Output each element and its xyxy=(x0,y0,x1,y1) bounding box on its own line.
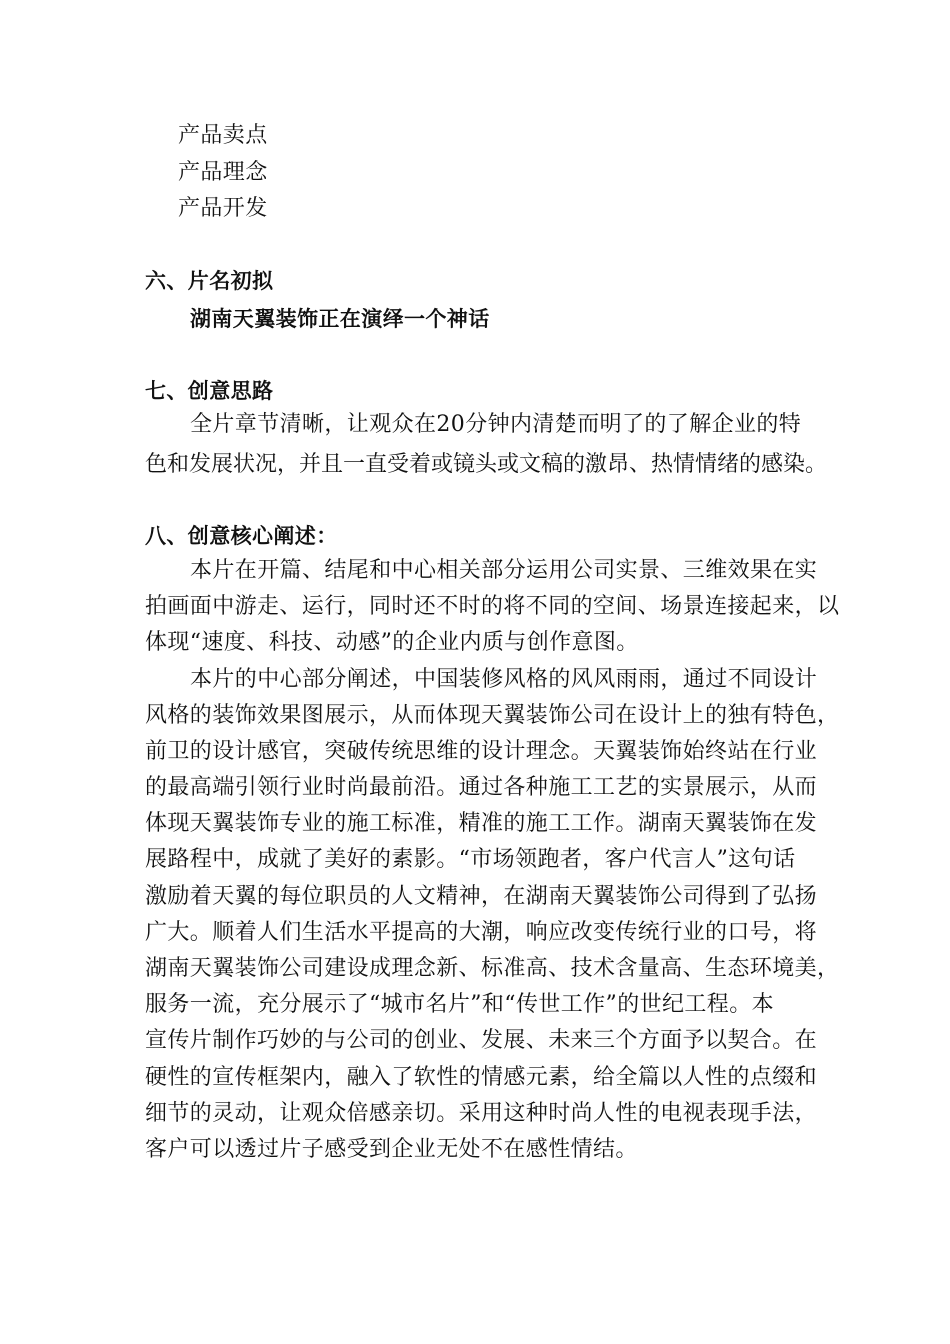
section-heading-8: 八、创意核心阐述： xyxy=(145,524,338,548)
paragraph-line: 客户可以透过片子感受到企业无处不在感性情结。 xyxy=(145,1137,638,1162)
paragraph-line: 硬性的宣传框架内，融入了软性的情感元素，给全篇以人性的点缀和 xyxy=(145,1065,818,1090)
paragraph-line: 体现“速度、科技、动感”的企业内质与创作意图。 xyxy=(145,630,639,655)
paragraph-line: 激励着天翼的每位职员的人文精神，在湖南天翼装饰公司得到了弘扬 xyxy=(145,884,818,909)
list-item: 产品开发 xyxy=(178,196,268,221)
paragraph-line: 全片章节清晰，让观众在20分钟内清楚而明了的了解企业的特 xyxy=(190,412,802,437)
list-item: 产品理念 xyxy=(178,160,268,185)
paragraph-line: 本片的中心部分阐述，中国装修风格的风风雨雨，通过不同设计 xyxy=(190,667,818,692)
section-heading-7: 七、创意思路 xyxy=(145,379,274,403)
paragraph-line: 体现天翼装饰专业的施工标准，精准的施工工作。湖南天翼装饰在发 xyxy=(145,811,818,836)
paragraph-line: 宣传片制作巧妙的与公司的创业、发展、未来三个方面予以契合。在 xyxy=(145,1028,818,1053)
paragraph-line: 湖南天翼装饰公司建设成理念新、标准高、技术含量高、生态环境美， xyxy=(145,956,840,981)
paragraph-line: 的最高端引领行业时尚最前沿。通过各种施工工艺的实景展示，从而 xyxy=(145,775,818,800)
paragraph-line: 色和发展状况，并且一直受着或镜头或文稿的激昂、热情情绪的感染。 xyxy=(145,452,828,477)
paragraph-line: 拍画面中游走、运行，同时还不时的将不同的空间、场景连接起来，以 xyxy=(145,594,840,619)
paragraph-line: 展路程中，成就了美好的素影。“市场领跑者，客户代言人”这句话 xyxy=(145,847,796,872)
paragraph-line: 风格的装饰效果图展示，从而体现天翼装饰公司在设计上的独有特色， xyxy=(145,703,840,728)
section-heading-6: 六、片名初拟 xyxy=(145,269,274,293)
paragraph-line: 广大。顺着人们生活水平提高的大潮，响应改变传统行业的口号，将 xyxy=(145,920,818,945)
film-title: 湖南天翼装饰正在演绎一个神话 xyxy=(190,307,490,331)
paragraph-line: 本片在开篇、结尾和中心相关部分运用公司实景、三维效果在实 xyxy=(190,558,818,583)
list-item: 产品卖点 xyxy=(178,123,268,148)
paragraph-line: 服务一流，充分展示了“城市名片”和“传世工作”的世纪工程。本 xyxy=(145,992,774,1017)
paragraph-line: 细节的灵动，让观众倍感亲切。采用这种时尚人性的电视表现手法， xyxy=(145,1101,818,1126)
paragraph-line: 前卫的设计感官，突破传统思维的设计理念。天翼装饰始终站在行业 xyxy=(145,739,818,764)
